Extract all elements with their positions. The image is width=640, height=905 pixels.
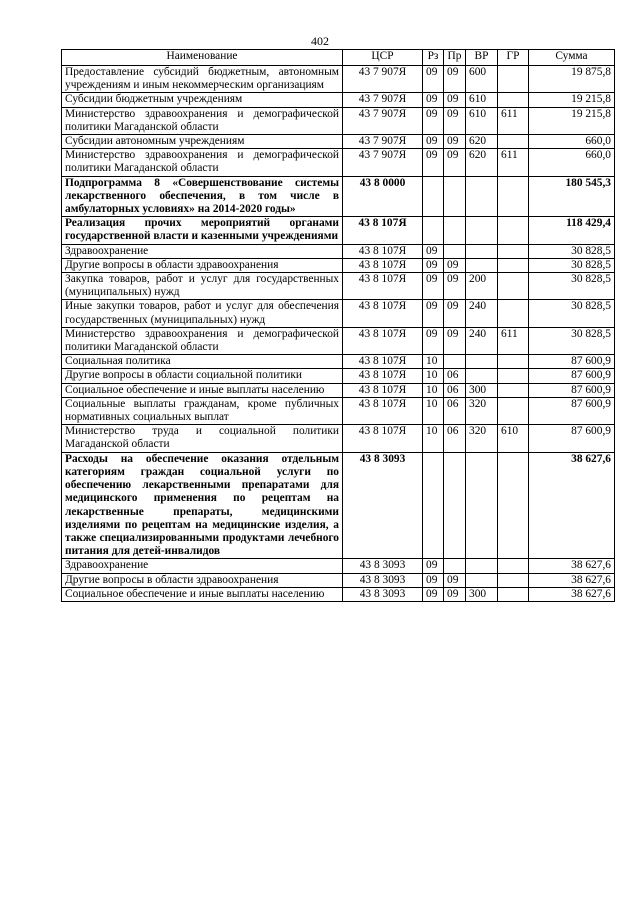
row-vr-cell: 320 [466,397,498,424]
table-row [62,300,615,327]
row-rz-cell: 10 [423,355,444,369]
row-csr-cell: 43 8 107Я [343,244,423,258]
row-csr-cell: 43 8 3093 [343,587,423,601]
row-gr-cell: 611 [498,107,529,134]
row-vr-cell [466,176,498,217]
row-sum-cell: 30 828,5 [529,327,615,354]
row-sum-cell: 118 429,4 [529,217,615,244]
row-rz-cell: 09 [423,300,444,327]
table-row [62,93,615,107]
row-gr-cell: 611 [498,327,529,354]
row-gr-cell [498,93,529,107]
row-pr-cell [444,559,466,573]
row-name-cell: Социальная политика [62,355,343,369]
row-name-cell: Социальное обеспечение и иные выплаты населению [62,383,343,397]
row-name-cell: Иные закупки товаров, работ и услуг для обеспечения государственных (муниципальных) нужд [62,300,343,327]
row-name-cell: Министерство здравоохранения и демографической политики Магаданской области [62,327,343,354]
row-pr-cell [444,452,466,559]
row-gr-cell [498,217,529,244]
row-name-cell: Реализация прочих мероприятий органами государственной власти и казенными учреждениями [62,217,343,244]
row-name-cell: Закупка товаров, работ и услуг для государственных (муниципальных) нужд [62,273,343,300]
row-gr-cell: 611 [498,149,529,176]
row-csr-cell: 43 8 107Я [343,397,423,424]
table-row [62,135,615,149]
column-header-sum: Сумма [529,50,615,66]
row-csr-cell: 43 8 107Я [343,327,423,354]
row-rz-cell [423,217,444,244]
row-name-cell: Субсидии бюджетным учреждениям [62,93,343,107]
budget-table [61,49,615,602]
row-gr-cell [498,135,529,149]
row-gr-cell [498,176,529,217]
row-gr-cell [498,369,529,383]
table-row [62,587,615,601]
table-row [62,176,615,217]
row-csr-cell: 43 8 0000 [343,176,423,217]
row-csr-cell: 43 7 907Я [343,66,423,93]
row-gr-cell [498,587,529,601]
row-rz-cell: 09 [423,573,444,587]
row-rz-cell: 09 [423,66,444,93]
row-csr-cell: 43 8 107Я [343,383,423,397]
row-sum-cell: 19 215,8 [529,93,615,107]
row-csr-cell: 43 7 907Я [343,93,423,107]
row-name-cell: Министерство здравоохранения и демографической политики Магаданской области [62,149,343,176]
row-rz-cell: 09 [423,135,444,149]
row-sum-cell: 180 545,3 [529,176,615,217]
row-csr-cell: 43 8 107Я [343,355,423,369]
row-sum-cell: 38 627,6 [529,559,615,573]
row-rz-cell: 10 [423,383,444,397]
row-sum-cell: 87 600,9 [529,355,615,369]
row-pr-cell [444,176,466,217]
table-row [62,452,615,559]
table-body [62,66,615,602]
table-row [62,573,615,587]
row-gr-cell [498,383,529,397]
row-sum-cell: 87 600,9 [529,369,615,383]
table-row [62,244,615,258]
row-gr-cell [498,397,529,424]
row-vr-cell: 600 [466,66,498,93]
row-rz-cell: 09 [423,258,444,272]
page-number: 402 [311,34,329,48]
row-sum-cell: 87 600,9 [529,397,615,424]
table-row [62,355,615,369]
row-name-cell: Предоставление субсидий бюджетным, автономным учреждениям и иным некоммерческим организациям [62,66,343,93]
row-pr-cell: 09 [444,66,466,93]
row-name-cell: Социальное обеспечение и иные выплаты населению [62,587,343,601]
row-sum-cell: 30 828,5 [529,300,615,327]
row-gr-cell [498,244,529,258]
row-sum-cell: 660,0 [529,149,615,176]
row-vr-cell [466,355,498,369]
column-header-pr: Пр [444,50,466,66]
row-pr-cell: 09 [444,587,466,601]
row-sum-cell: 38 627,6 [529,452,615,559]
row-pr-cell: 09 [444,93,466,107]
row-vr-cell [466,258,498,272]
row-csr-cell: 43 7 907Я [343,107,423,134]
row-csr-cell: 43 8 107Я [343,425,423,452]
row-rz-cell: 09 [423,273,444,300]
row-csr-cell: 43 8 107Я [343,217,423,244]
row-pr-cell: 09 [444,573,466,587]
row-pr-cell: 06 [444,397,466,424]
row-vr-cell [466,244,498,258]
row-sum-cell: 30 828,5 [529,273,615,300]
column-header-name: Наименование [62,50,343,66]
row-sum-cell: 87 600,9 [529,425,615,452]
row-sum-cell: 30 828,5 [529,244,615,258]
row-pr-cell: 09 [444,273,466,300]
row-rz-cell: 10 [423,397,444,424]
row-pr-cell [444,217,466,244]
row-vr-cell [466,573,498,587]
row-pr-cell: 06 [444,383,466,397]
row-vr-cell: 240 [466,327,498,354]
row-gr-cell [498,452,529,559]
row-pr-cell: 09 [444,300,466,327]
row-name-cell: Здравоохранение [62,244,343,258]
row-gr-cell [498,300,529,327]
row-csr-cell: 43 8 3093 [343,573,423,587]
row-sum-cell: 19 875,8 [529,66,615,93]
row-vr-cell: 300 [466,587,498,601]
row-sum-cell: 38 627,6 [529,587,615,601]
column-header-rz: Рз [423,50,444,66]
row-vr-cell: 610 [466,93,498,107]
row-vr-cell: 300 [466,383,498,397]
row-rz-cell: 09 [423,559,444,573]
row-name-cell: Расходы на обеспечение оказания отдельным категориям граждан социальной услуги по обеспечению лекарственными препаратами для медицинского применения по рецептам на лекарственные препараты, медицинскими изделиями по рецептам на медицинские изделия, а также специализированными продуктами лечебного питания для детей-инвалидов [62,452,343,559]
row-vr-cell [466,217,498,244]
row-name-cell: Субсидии автономным учреждениям [62,135,343,149]
row-vr-cell: 610 [466,107,498,134]
row-name-cell: Подпрограмма 8 «Совершенствование системы лекарственного обеспечения, в том числе в амбулаторных условиях» на 2014-2020 годы» [62,176,343,217]
table-row [62,425,615,452]
column-header-csr: ЦСР [343,50,423,66]
table-row [62,66,615,93]
row-csr-cell: 43 8 107Я [343,258,423,272]
row-csr-cell: 43 8 107Я [343,300,423,327]
row-pr-cell: 06 [444,425,466,452]
row-name-cell: Министерство труда и социальной политики Магаданской области [62,425,343,452]
row-vr-cell: 320 [466,425,498,452]
row-gr-cell [498,573,529,587]
column-header-vr: ВР [466,50,498,66]
row-pr-cell: 09 [444,107,466,134]
row-name-cell: Здравоохранение [62,559,343,573]
row-pr-cell: 09 [444,327,466,354]
row-vr-cell [466,452,498,559]
row-gr-cell [498,559,529,573]
row-gr-cell [498,66,529,93]
table-row [62,327,615,354]
row-name-cell: Социальные выплаты гражданам, кроме публичных нормативных социальных выплат [62,397,343,424]
table-row [62,273,615,300]
row-csr-cell: 43 7 907Я [343,149,423,176]
row-vr-cell [466,369,498,383]
row-name-cell: Другие вопросы в области здравоохранения [62,258,343,272]
row-pr-cell: 06 [444,369,466,383]
row-pr-cell: 09 [444,258,466,272]
row-name-cell: Другие вопросы в области социальной политики [62,369,343,383]
row-vr-cell: 620 [466,149,498,176]
row-rz-cell: 09 [423,149,444,176]
row-vr-cell: 200 [466,273,498,300]
row-pr-cell [444,244,466,258]
row-rz-cell: 09 [423,587,444,601]
row-csr-cell: 43 8 107Я [343,273,423,300]
table-row [62,383,615,397]
row-csr-cell: 43 8 3093 [343,559,423,573]
row-sum-cell: 660,0 [529,135,615,149]
row-sum-cell: 19 215,8 [529,107,615,134]
row-name-cell: Другие вопросы в области здравоохранения [62,573,343,587]
row-gr-cell [498,273,529,300]
table-row [62,258,615,272]
column-header-gr: ГР [498,50,529,66]
row-vr-cell [466,559,498,573]
row-sum-cell: 38 627,6 [529,573,615,587]
row-rz-cell [423,452,444,559]
table-row [62,107,615,134]
row-vr-cell: 240 [466,300,498,327]
table-row [62,397,615,424]
table-row [62,217,615,244]
row-rz-cell: 09 [423,93,444,107]
row-rz-cell: 10 [423,425,444,452]
row-csr-cell: 43 7 907Я [343,135,423,149]
table-row [62,559,615,573]
row-rz-cell: 10 [423,369,444,383]
row-csr-cell: 43 8 3093 [343,452,423,559]
row-rz-cell: 09 [423,107,444,134]
table-row [62,369,615,383]
row-vr-cell: 620 [466,135,498,149]
row-pr-cell: 09 [444,135,466,149]
row-pr-cell [444,355,466,369]
row-name-cell: Министерство здравоохранения и демографической политики Магаданской области [62,107,343,134]
row-rz-cell: 09 [423,244,444,258]
row-gr-cell [498,355,529,369]
table-header-row [62,50,615,66]
row-sum-cell: 87 600,9 [529,383,615,397]
row-sum-cell: 30 828,5 [529,258,615,272]
row-rz-cell [423,176,444,217]
row-rz-cell: 09 [423,327,444,354]
row-csr-cell: 43 8 107Я [343,369,423,383]
row-gr-cell: 610 [498,425,529,452]
row-gr-cell [498,258,529,272]
row-pr-cell: 09 [444,149,466,176]
table-row [62,149,615,176]
